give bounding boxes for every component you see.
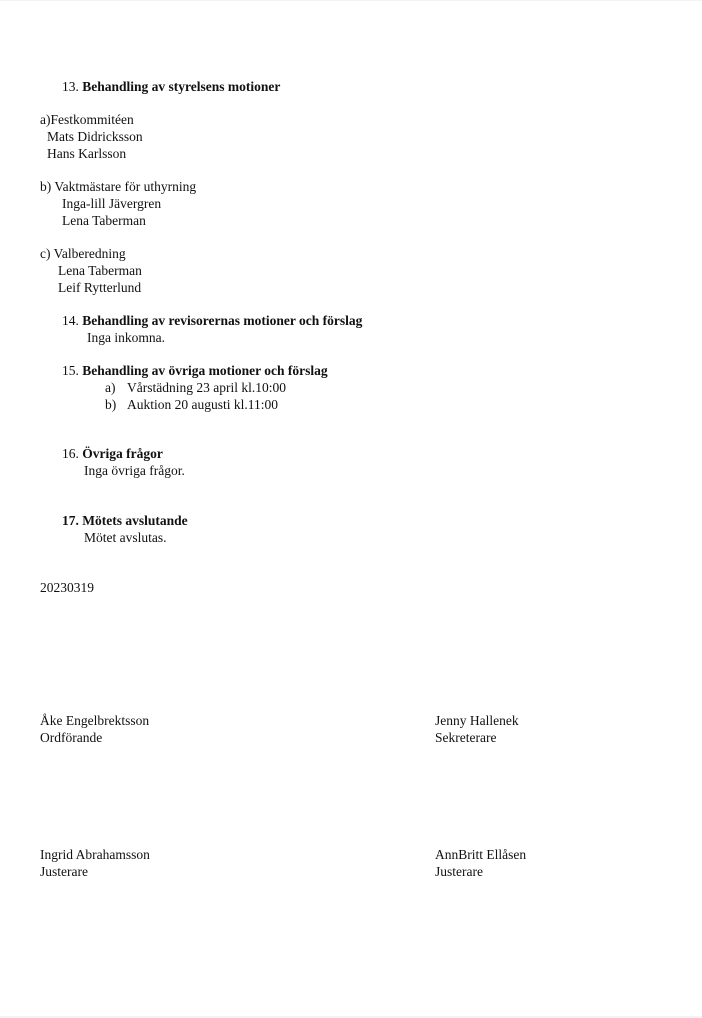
signature-name: AnnBritt Ellåsen [435, 847, 527, 862]
section-17-heading [62, 513, 188, 529]
list-item-text: Vårstädning 23 april kl.10:00 [127, 380, 286, 395]
section-title: Behandling av övriga motioner och förslag [82, 363, 328, 378]
section-number: 14. [62, 313, 79, 328]
section-16-heading [62, 446, 163, 462]
group-label-festkommiteen: a)Festkommitéen [40, 112, 134, 127]
document-page [0, 1, 702, 1016]
signature-role: Justerare [435, 864, 483, 879]
member-name: Leif Rytterlund [58, 280, 142, 295]
section-number: 15. [62, 363, 79, 378]
member-name: Hans Karlsson [47, 146, 127, 161]
section-16-body: Inga övriga frågor. [84, 463, 185, 478]
group-label-vaktmastare: b) Vaktmästare för uthyrning [40, 179, 197, 194]
section-title: Behandling av styrelsens motioner [82, 79, 281, 94]
member-name: Inga-lill Jävergren [62, 196, 162, 211]
signature-name: Jenny Hallenek [435, 713, 519, 728]
signature-role: Justerare [40, 864, 88, 879]
list-item [105, 380, 286, 396]
member-name: Lena Taberman [62, 213, 146, 228]
list-item-text: Auktion 20 augusti kl.11:00 [127, 397, 278, 412]
section-15-heading [62, 363, 328, 379]
member-name: Lena Taberman [58, 263, 142, 278]
section-17-body: Mötet avslutas. [84, 530, 167, 545]
document-date: 20230319 [40, 580, 94, 595]
section-title: Behandling av revisorernas motioner och förslag [82, 313, 363, 328]
member-name: Mats Didricksson [47, 129, 143, 144]
list-item-letter: a) [105, 380, 116, 395]
signature-name: Ingrid Abrahamsson [40, 847, 150, 862]
section-14-body: Inga inkomna. [87, 330, 165, 345]
section-title: Mötets avslutande [82, 513, 188, 528]
list-item-letter: b) [105, 397, 117, 412]
list-item [105, 397, 278, 413]
signature-role: Ordförande [40, 730, 103, 745]
section-number: 13. [62, 79, 79, 94]
section-number: 17. [62, 513, 79, 528]
section-13-heading [62, 79, 280, 95]
section-number: 16. [62, 446, 79, 461]
section-14-heading [62, 313, 362, 329]
signature-name: Åke Engelbrektsson [40, 713, 150, 728]
group-label-valberedning: c) Valberedning [40, 246, 126, 261]
signature-role: Sekreterare [435, 730, 497, 745]
section-title: Övriga frågor [82, 446, 163, 461]
